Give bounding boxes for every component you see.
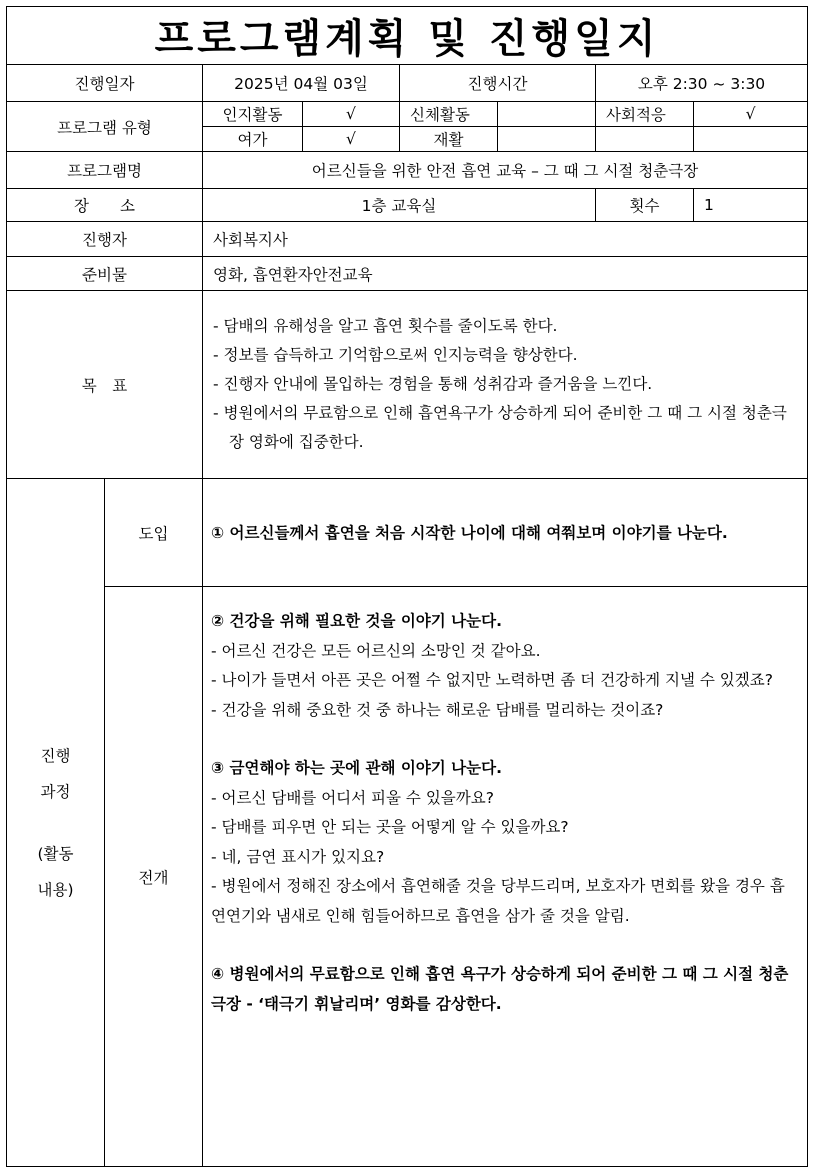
type-label: 프로그램 유형: [7, 102, 203, 152]
process-label-line: 진행: [40, 746, 71, 765]
goal-list: [203, 291, 808, 479]
step-3-line: - 병원에서 정해진 장소에서 흡연해줄 것을 당부드리며, 보호자가 면회를 왔을 경우 흡연연기와 냄새로 인해 힘들어하므로 흡연을 삼가 줄 것을 알림.: [211, 877, 785, 925]
date-value: 2025년 04월 03일: [203, 65, 400, 102]
step-4-heading: ④ 병원에서의 무료함으로 인해 흡연 욕구가 상승하게 되어 준비한 그 때 그 시절 청춘극장 - ‘태극기 휘날리며’ 영화를 감상한다.: [211, 965, 789, 1013]
leader-value: 사회복지사: [203, 222, 808, 257]
goal-item: - 정보를 습득하고 기억함으로써 인지능력을 향상한다.: [213, 346, 578, 364]
type-cognitive-check: √: [303, 102, 400, 127]
type-empty-cell: [596, 127, 694, 152]
step-3-line: - 네, 금연 표시가 있지요?: [211, 847, 385, 866]
program-log-sheet: [6, 6, 807, 1169]
step-2-heading: ② 건강을 위해 필요한 것을 이야기 나눈다.: [211, 612, 502, 630]
development-label: 전개: [105, 587, 203, 1167]
spacer: [7, 810, 104, 836]
program-name-value: 어르신들을 위한 안전 흡연 교육 – 그 때 그 시절 청춘극장: [203, 152, 808, 189]
development-content: [203, 587, 808, 1167]
type-leisure-label: 여가: [203, 127, 303, 152]
goal-label: 목 표: [7, 291, 203, 479]
materials-label: 준비물: [7, 257, 203, 291]
time-label: 진행시간: [400, 65, 596, 102]
place-label: 장 소: [7, 189, 203, 222]
type-physical-label: 신체활동: [400, 102, 498, 127]
process-label-line: 내용): [37, 880, 74, 899]
step-3-line: - 어르신 담배를 어디서 피울 수 있을까요?: [211, 788, 494, 807]
type-physical-check: [498, 102, 596, 127]
type-social-check: √: [694, 102, 808, 127]
type-empty-cell: [694, 127, 808, 152]
intro-text: ① 어르신들께서 흡연을 처음 시작한 나이에 대해 여쭤보며 이야기를 나눈다.: [203, 479, 808, 587]
step-3-heading: ③ 금연해야 하는 곳에 관해 이야기 나눈다.: [211, 759, 502, 777]
spacer: [211, 725, 799, 754]
process-label-line: (활동: [37, 844, 74, 863]
type-rehab-label: 재활: [400, 127, 498, 152]
type-leisure-check: √: [303, 127, 400, 152]
leader-label: 진행자: [7, 222, 203, 257]
goal-item: - 진행자 안내에 몰입하는 경험을 통해 성취감과 즐거움을 느낀다.: [213, 375, 653, 393]
time-value: 오후 2:30 ~ 3:30: [596, 65, 808, 102]
process-label: [7, 479, 105, 1167]
date-label: 진행일자: [7, 65, 203, 102]
count-value: 1: [694, 189, 808, 222]
goal-item: - 병원에서의 무료함으로 인해 흡연욕구가 상승하게 되어 준비한 그 때 그 시절 청춘극장 영화에 집중한다.: [213, 404, 787, 451]
type-cognitive-label: 인지활동: [203, 102, 303, 127]
type-social-label: 사회적응: [596, 102, 694, 127]
process-label-line: 과정: [40, 782, 71, 801]
goal-item: - 담배의 유해성을 알고 흡연 횟수를 줄이도록 한다.: [213, 317, 558, 335]
spacer: [211, 931, 799, 960]
program-log-table: [6, 6, 808, 1167]
program-name-label: 프로그램명: [7, 152, 203, 189]
count-label: 횟수: [596, 189, 694, 222]
step-2-line: - 건강을 위해 중요한 것 중 하나는 해로운 담배를 멀리하는 것이죠?: [211, 700, 664, 719]
type-rehab-check: [498, 127, 596, 152]
step-3-line: - 담배를 피우면 안 되는 곳을 어떻게 알 수 있을까요?: [211, 818, 569, 836]
place-value: 1층 교육실: [203, 189, 596, 222]
intro-label: 도입: [105, 479, 203, 587]
step-2-line: - 어르신 건강은 모든 어르신의 소망인 것 같아요.: [211, 641, 541, 660]
step-2-line: - 나이가 들면서 아픈 곳은 어쩔 수 없지만 노력하면 좀 더 건강하게 지낼 수 있겠죠?: [211, 671, 773, 689]
materials-value: 영화, 흡연환자안전교육: [203, 257, 808, 291]
page-title: 프로그램계획 및 진행일지: [7, 7, 808, 65]
